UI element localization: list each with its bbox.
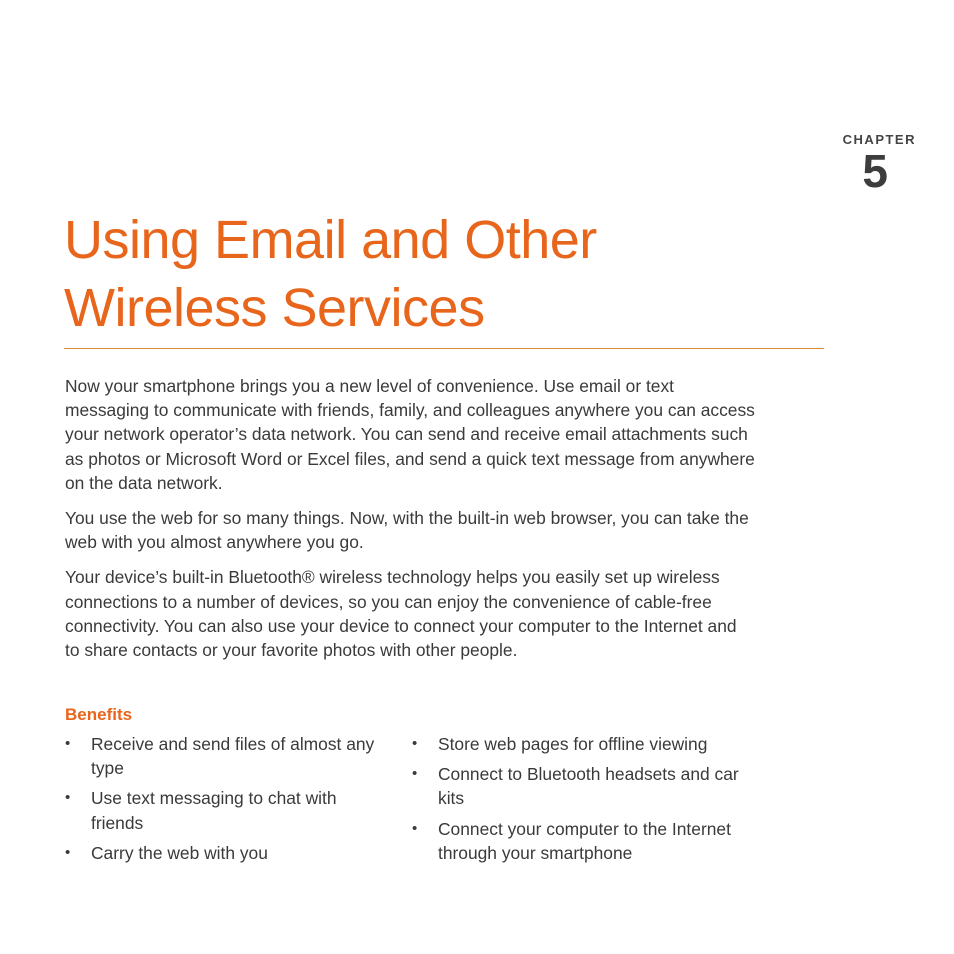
intro-paragraph-web: You use the web for so many things. Now, with the built-in web browser, you can take the web with you almost anywhere you go. — [65, 508, 749, 553]
benefits-list-right — [412, 732, 752, 871]
chapter-label: CHAPTER — [842, 132, 916, 147]
bullet-icon: • — [65, 843, 71, 861]
bullet-icon: • — [65, 789, 71, 807]
intro-paragraph-bluetooth: Your device’s built-in Bluetooth® wireless technology helps you easily set up wireless connections to a number of devices, so you can enjoy the convenience of cable-free connectivity. You can also use your device to connect your computer to the Internet and to share contacts or your favorite photos with other people. — [65, 567, 737, 661]
intro-section — [65, 374, 755, 673]
list-item — [412, 732, 752, 756]
list-item — [65, 786, 385, 834]
list-item-text: Connect your computer to the Internet through your smartphone — [438, 818, 731, 863]
list-item-text: Store web pages for offline viewing — [438, 734, 708, 754]
list-item-text: Receive and send files of almost any type — [91, 734, 375, 779]
list-item — [412, 762, 752, 810]
bullet-icon: • — [412, 735, 418, 752]
page-title-line-1: Using Email and Other — [64, 210, 597, 270]
title-divider — [64, 348, 824, 349]
intro-paragraph-email: Now your smartphone brings you a new level of convenience. Use email or text messaging to communicate with friends, family, and colleagues anywhere you can access your network operator’s data network. You can send and receive email attachments such as photos or Microsoft Word or Excel files, and send a quick text message from anywhere on the data network. — [65, 376, 755, 493]
list-item — [412, 817, 752, 865]
bullet-icon: • — [412, 765, 418, 783]
chapter-number: 5 — [862, 145, 888, 197]
list-item — [65, 732, 385, 780]
page-title-line-2: Wireless Services — [64, 278, 485, 338]
benefits-heading: Benefits — [65, 705, 133, 724]
list-item-text: Connect to Bluetooth headsets and car kits — [438, 764, 739, 809]
list-item-text: Carry the web with you — [91, 842, 268, 863]
benefits-list-left — [65, 732, 385, 871]
bullet-icon: • — [65, 735, 71, 752]
page-title — [64, 206, 824, 342]
bullet-icon: • — [412, 819, 418, 837]
list-item — [65, 841, 385, 865]
list-item-text: Use text messaging to chat with friends — [91, 788, 337, 833]
